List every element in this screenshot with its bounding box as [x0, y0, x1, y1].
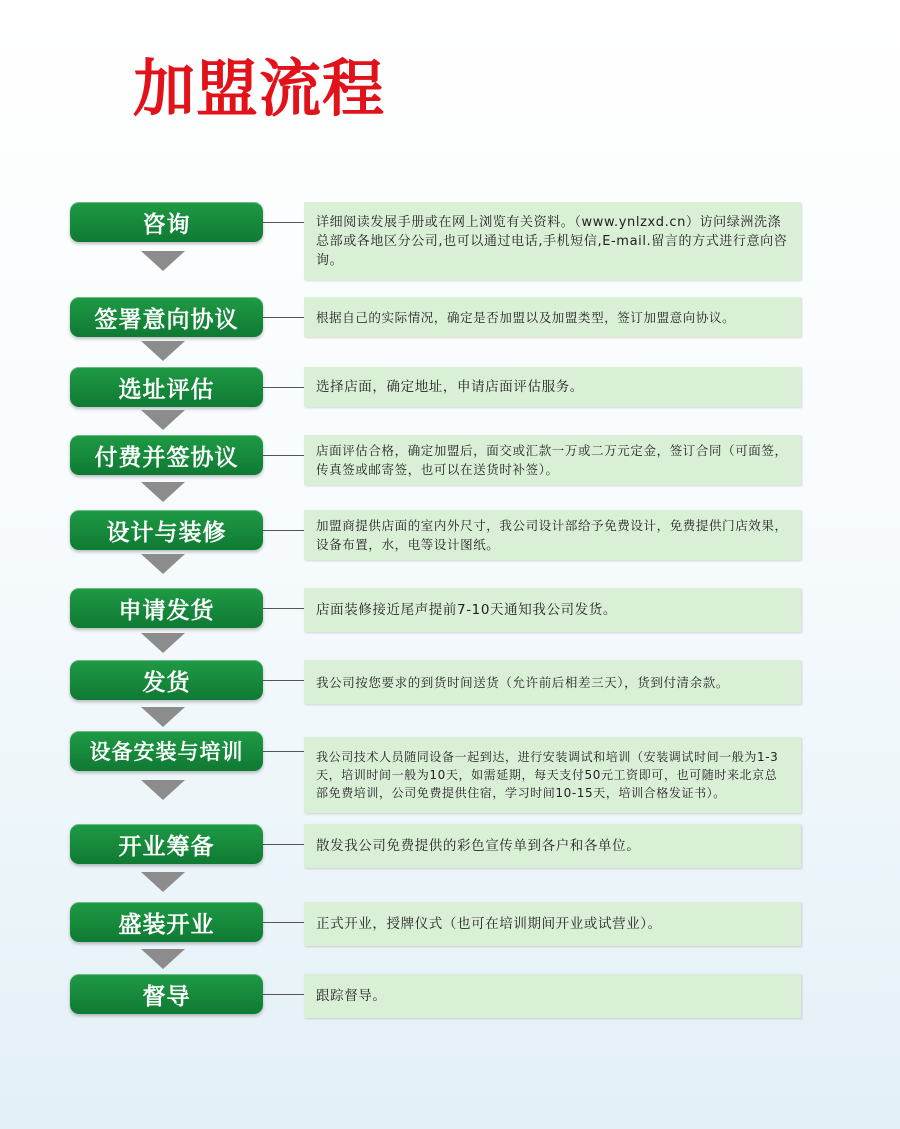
step-pill-request-ship: 申请发货	[70, 588, 263, 628]
connector-line	[263, 608, 304, 609]
step-desc-text: 店面装修接近尾声提前7-10天通知我公司发货。	[316, 601, 617, 618]
step-pill-design: 设计与装修	[70, 510, 263, 550]
step-desc-text: 加盟商提供店面的室内外尺寸，我公司设计部给予免费设计，免费提供门店效果，设备布置，水，电等设计图纸。	[316, 518, 788, 552]
step-desc-request-ship	[304, 588, 801, 632]
connector-line	[263, 317, 304, 318]
step-desc-pay-sign	[304, 435, 801, 485]
down-arrow-icon	[141, 341, 185, 361]
step-desc-text: 正式开业，授牌仪式（也可在培训期间开业或试营业）。	[316, 915, 662, 932]
step-pill-consult: 咨询	[70, 202, 263, 242]
down-arrow-icon	[141, 949, 185, 969]
step-desc-site-eval	[304, 367, 801, 407]
connector-line	[263, 387, 304, 388]
step-pill-install-train: 设备安装与培训	[70, 731, 263, 771]
connector-line	[263, 530, 304, 531]
down-arrow-icon	[141, 251, 185, 271]
down-arrow-icon	[141, 780, 185, 800]
step-desc-text: 根据自己的实际情况，确定是否加盟以及加盟类型，签订加盟意向协议。	[316, 309, 736, 325]
down-arrow-icon	[141, 707, 185, 727]
connector-line	[263, 922, 304, 923]
step-desc-text: 跟踪督导。	[316, 987, 387, 1004]
step-desc-text: 我公司按您要求的到货时间送货（允许前后相差三天），货到付清余款。	[316, 674, 729, 690]
step-desc-text: 店面评估合格，确定加盟后，面交或汇款一万或二万元定金，签订合同（可面签，传真签或邮寄签，也可以在送货时补签）。	[316, 443, 788, 477]
step-desc-ship	[304, 660, 801, 704]
step-pill-pay-sign: 付费并签协议	[70, 435, 263, 475]
down-arrow-icon	[141, 554, 185, 574]
step-desc-grand-opening	[304, 902, 801, 946]
step-desc-supervise	[304, 974, 801, 1018]
down-arrow-icon	[141, 410, 185, 430]
step-pill-prepare: 开业筹备	[70, 824, 263, 864]
down-arrow-icon	[141, 872, 185, 892]
page-title: 加盟流程	[133, 52, 386, 125]
step-desc-prepare	[304, 824, 801, 868]
step-desc-consult	[304, 202, 801, 280]
step-desc-text: 详细阅读发展手册或在网上浏览有关资料。（www.ynlzxd.cn）访问绿洲洗涤总部或各地区分公司,也可以通过电话,手机短信,E-mail.留言的方式进行意向咨询。	[316, 214, 788, 268]
step-desc-text: 选择店面，确定地址，申请店面评估服务。	[316, 378, 584, 395]
step-desc-sign-intent	[304, 297, 801, 337]
down-arrow-icon	[141, 633, 185, 653]
connector-line	[263, 844, 304, 845]
step-desc-text: 散发我公司免费提供的彩色宣传单到各户和各单位。	[316, 837, 641, 854]
step-pill-site-eval: 选址评估	[70, 367, 263, 407]
step-desc-install-train	[304, 737, 801, 813]
connector-line	[263, 751, 304, 752]
down-arrow-icon	[141, 482, 185, 502]
connector-line	[263, 222, 304, 223]
connector-line	[263, 994, 304, 995]
step-desc-text: 我公司技术人员随同设备一起到达，进行安装调试和培训（安装调试时间一般为1-3天，培训时间一般为10天，如需延期，每天支付50元工资即可，也可随时来北京总部免费培训，公司免费提供住宿，学习时间10-15天，培训合格发证书）。	[316, 750, 779, 800]
step-pill-ship: 发货	[70, 660, 263, 700]
step-pill-sign-intent: 签署意向协议	[70, 297, 263, 337]
connector-line	[263, 680, 304, 681]
step-pill-supervise: 督导	[70, 974, 263, 1014]
step-desc-design	[304, 510, 801, 560]
step-pill-grand-opening: 盛装开业	[70, 902, 263, 942]
connector-line	[263, 455, 304, 456]
